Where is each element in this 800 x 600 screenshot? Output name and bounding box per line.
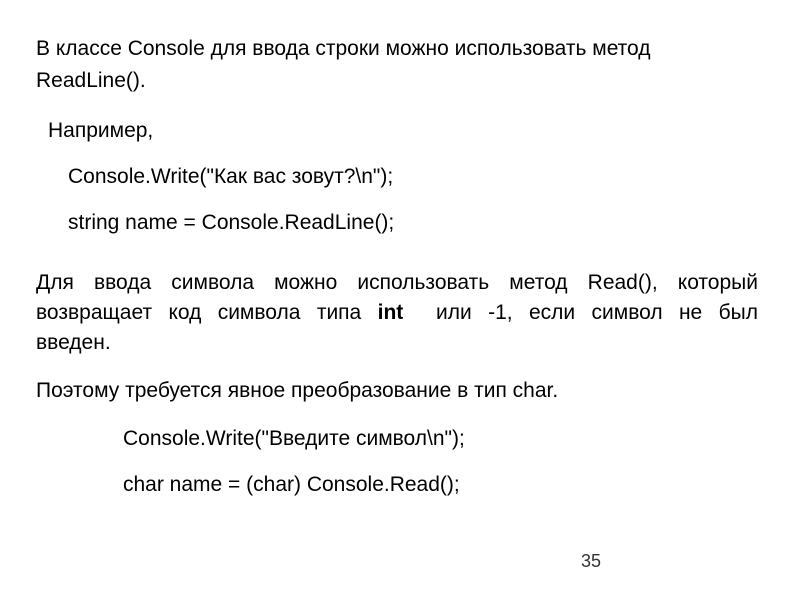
- page-number: 35: [581, 551, 602, 571]
- example-label: Например,: [48, 119, 154, 142]
- intro-line-1: В классе Console для ввода строки можно использовать метод: [36, 37, 651, 60]
- read-paragraph-line-2-start: возвращает код символа типа: [36, 301, 362, 324]
- read-paragraph-line-3: введен.: [36, 331, 111, 354]
- read-paragraph: [36, 268, 758, 358]
- read-paragraph-line-2-end: или -1, если символ не был: [436, 301, 758, 324]
- read-paragraph-line-1: Для ввода символа можно использовать метод Read(), который: [36, 271, 758, 294]
- char-code-line-1: Console.Write("Введите символ\n");: [123, 427, 465, 450]
- example-code-line-2: string name = Console.ReadLine();: [68, 211, 395, 234]
- intro-line-2: ReadLine().: [36, 69, 146, 92]
- char-code-line-2: char name = (char) Console.Read();: [123, 473, 460, 496]
- read-paragraph-line-2: [36, 298, 758, 328]
- conversion-note: Поэтому требуется явное преобразование в тип char.: [36, 379, 559, 402]
- example-code-line-1: Console.Write("Как вас зовут?\n");: [68, 165, 394, 188]
- int-keyword: int: [377, 301, 404, 324]
